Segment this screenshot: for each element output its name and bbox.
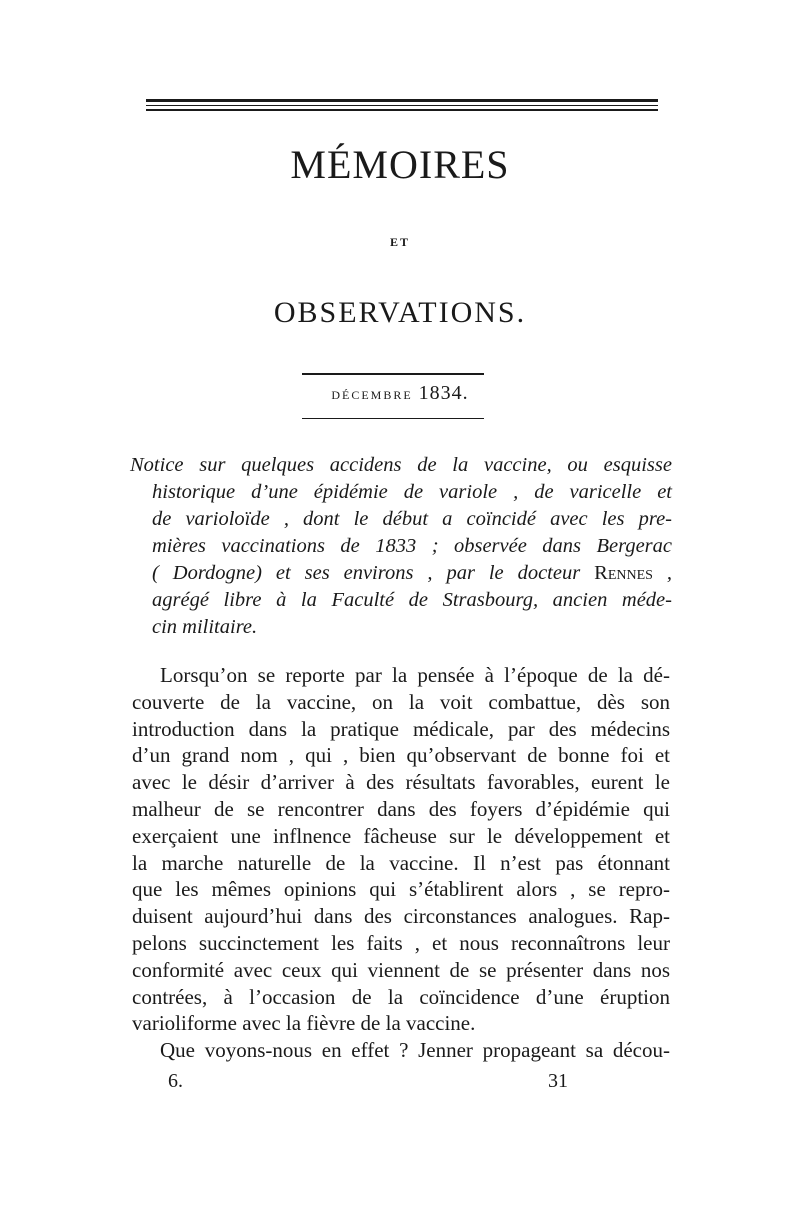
section-subtitle: OBSERVATIONS. <box>273 296 527 329</box>
issue-year: 1834. <box>418 382 469 404</box>
body-line: Lorsqu’on se reporte par la pensée à l’époque de la dé- <box>160 663 670 687</box>
body-paragraphs <box>132 662 670 1064</box>
body-line: Que voyons-nous en effet ? Jenner propageant sa décou- <box>160 1038 670 1063</box>
body-line: conformité avec ceux qui viennent de se présenter dans nos <box>132 957 670 982</box>
body-line: malheur de se rencontrer dans des foyers d’épidémie qui <box>132 796 670 821</box>
signature-mark: 6. <box>168 1070 183 1092</box>
article-title-line: Notice sur quelques accidens de la vaccine, ou esquisse <box>130 454 672 476</box>
date-rule-top <box>302 373 484 375</box>
author-suffix: , <box>652 562 672 584</box>
body-line: exerçaient une inflnence fâcheuse sur le développement et <box>132 823 670 848</box>
header-rule <box>146 109 658 111</box>
article-title-line: agrégé libre à la Faculté de Strasbourg, ancien méde- <box>152 589 672 611</box>
body-line: couverte de la vaccine, on la voit combattue, dès son <box>132 689 670 714</box>
body-line: introduction dans la pratique médicale, par des médecins <box>132 716 670 741</box>
body-line: que les mêmes opinions qui s’établirent alors , se repro- <box>132 877 670 902</box>
body-line: d’un grand nom , qui , bien qu’observant de bonne foi et <box>132 743 670 768</box>
body-line: varioliforme avec la fièvre de la vaccine. <box>132 1011 476 1036</box>
body-line: duisent aujourd’hui dans des circonstances analogues. Rap- <box>132 904 670 929</box>
body-line: la marche naturelle de la vaccine. Il n’est pas étonnant <box>132 850 670 875</box>
date-rule-bottom <box>302 418 484 419</box>
article-title-line <box>130 560 672 587</box>
body-line: contrées, à l’occasion de la coïncidence d’une éruption <box>132 984 670 1009</box>
article-title-line: mières vaccinations de 1833 ; observée dans Bergerac <box>152 535 672 557</box>
article-title-text: ( Dordogne) et ses environs , par le docteur <box>152 562 595 584</box>
body-line: pelons succinctement les faits , et nous reconnaîtrons leur <box>132 930 670 955</box>
header-rule <box>146 99 658 102</box>
section-conjunction: ET <box>389 235 410 249</box>
body-line: avec le désir d’arriver à des résultats favorables, eurent le <box>132 770 670 795</box>
page-number: 31 <box>548 1070 568 1092</box>
section-title: MÉMOIRES <box>290 142 510 187</box>
header-rule <box>146 105 658 106</box>
article-title-line: cin militaire. <box>152 616 258 638</box>
article-title-line: de varioloïde , dont le début a coïncidé avec les pre- <box>152 508 672 530</box>
article-title <box>130 452 672 641</box>
issue-date <box>0 382 800 405</box>
article-title-line: historique d’une épidémie de variole , de varicelle et <box>152 481 672 503</box>
author-name: Rennes <box>594 562 653 584</box>
issue-month: décembre <box>331 384 413 403</box>
